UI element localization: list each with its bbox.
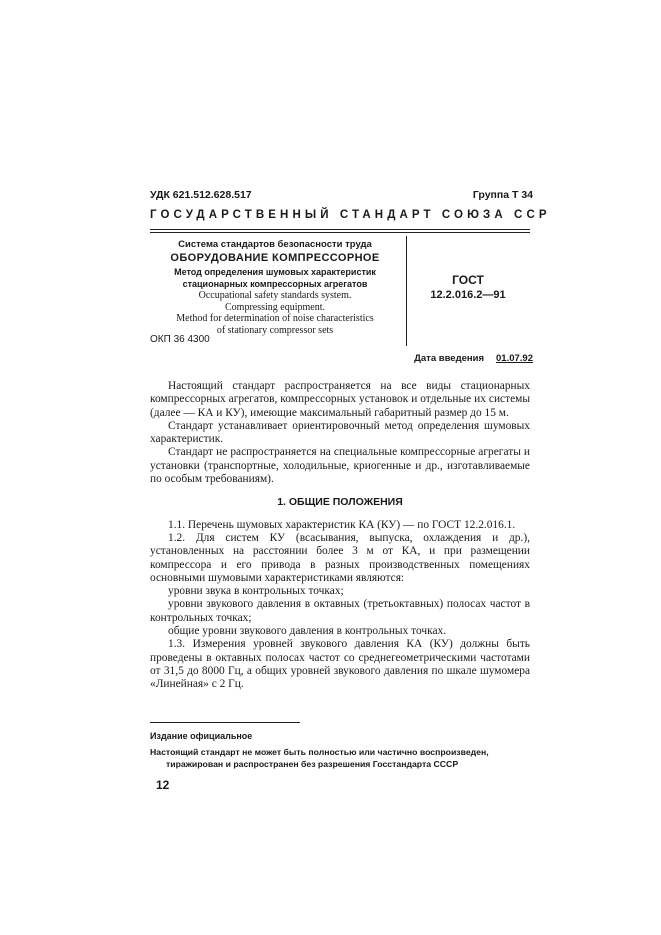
paragraph-method: Стандарт устанавливает ориентировочный метод определения шумовых характеристик.: [150, 419, 530, 446]
english-title-line-2: Compressing equipment.: [225, 301, 325, 313]
method-line-2: стационарных компрессорных агрегатов: [182, 279, 368, 289]
list-item: общие уровни звукового давления в контрольных точках.: [168, 625, 447, 638]
state-standard-banner: ГОСУДАРСТВЕННЫЙ СТАНДАРТ СОЮЗА ССР: [150, 209, 551, 221]
reproduction-notice: [150, 746, 532, 770]
document-body: [150, 380, 530, 692]
group-code: Группа Т 34: [472, 189, 533, 201]
clause-1-2: 1.2. Для систем КУ (всасывания, выпуска, охлаждения и др.), установленных на расстоянии более 3 м от КА, и при размещении компрессора и его привода в разных производственных помещениях основными шумовыми характеристиками являются:: [150, 531, 530, 584]
page-number: 12: [156, 778, 170, 792]
list-item: уровни звука в контрольных точках;: [168, 585, 344, 598]
section-title: 1. ОБЩИЕ ПОЛОЖЕНИЯ: [277, 496, 403, 509]
english-title-line-1: Occupational safety standards system.: [198, 290, 352, 301]
list-item: уровни звукового давления в октавных (третьоктавных) полосах частот в контрольных точках;: [150, 598, 530, 624]
english-title-line-4: of stationary compressor sets: [216, 324, 334, 336]
title-block: [150, 238, 400, 336]
effective-date: [414, 353, 533, 364]
gost-number: 12.2.016.2—91: [430, 289, 506, 301]
header-rule-top: [150, 229, 530, 230]
notice-line-2: тиражирован и распространен без разрешения Госстандарта СССР: [166, 759, 459, 769]
effective-date-value: 01.07.92: [496, 353, 533, 364]
official-edition: Издание официальное: [150, 731, 253, 741]
footer-rule: [150, 722, 300, 723]
english-title-line-3: Method for determination of noise characteristics: [176, 313, 374, 324]
paragraph-exclusions: Стандарт не распространяется на специальные компрессорные агрегаты и установки (транспортные, холодильные, криогенные и др., изготавливаемые по особым требованиям).: [150, 446, 530, 486]
gost-label: ГОСТ: [452, 273, 484, 287]
system-name: Система стандартов безопасности труда: [178, 239, 372, 250]
paragraph-scope: Настоящий стандарт распространяется на все виды стационарных компрессорных агрегатов, компрессорных установок и отдельные их системы (далее — КА и КУ), имеющие максимальный габаритный размер до 15 м.: [150, 380, 530, 419]
method-line-1: Метод определения шумовых характеристик: [174, 267, 376, 277]
gost-designation: [406, 272, 530, 303]
notice-line-1: Настоящий стандарт не может быть полностью или частично воспроизведен,: [150, 747, 489, 757]
udk-code: УДК 621.512.628.517: [150, 189, 252, 201]
clause-1-1: 1.1. Перечень шумовых характеристик КА (КУ) — по ГОСТ 12.2.016.1.: [168, 518, 516, 531]
effective-date-label: Дата введения: [414, 353, 485, 364]
okp-code: ОКП 36 4300: [150, 334, 210, 345]
document-title: ОБОРУДОВАНИЕ КОМПРЕССОРНОЕ: [170, 252, 380, 264]
header-rule-bottom: [150, 232, 530, 233]
clause-1-3: 1.3. Измерения уровней звукового давления КА (КУ) должны быть проведены в октавных полосах частот со среднегеометрическими частотами от 31,5 до 8000 Гц, а общих уровней звукового давления по шкале шумомера «Линейная» с 2 Гц.: [150, 638, 530, 691]
